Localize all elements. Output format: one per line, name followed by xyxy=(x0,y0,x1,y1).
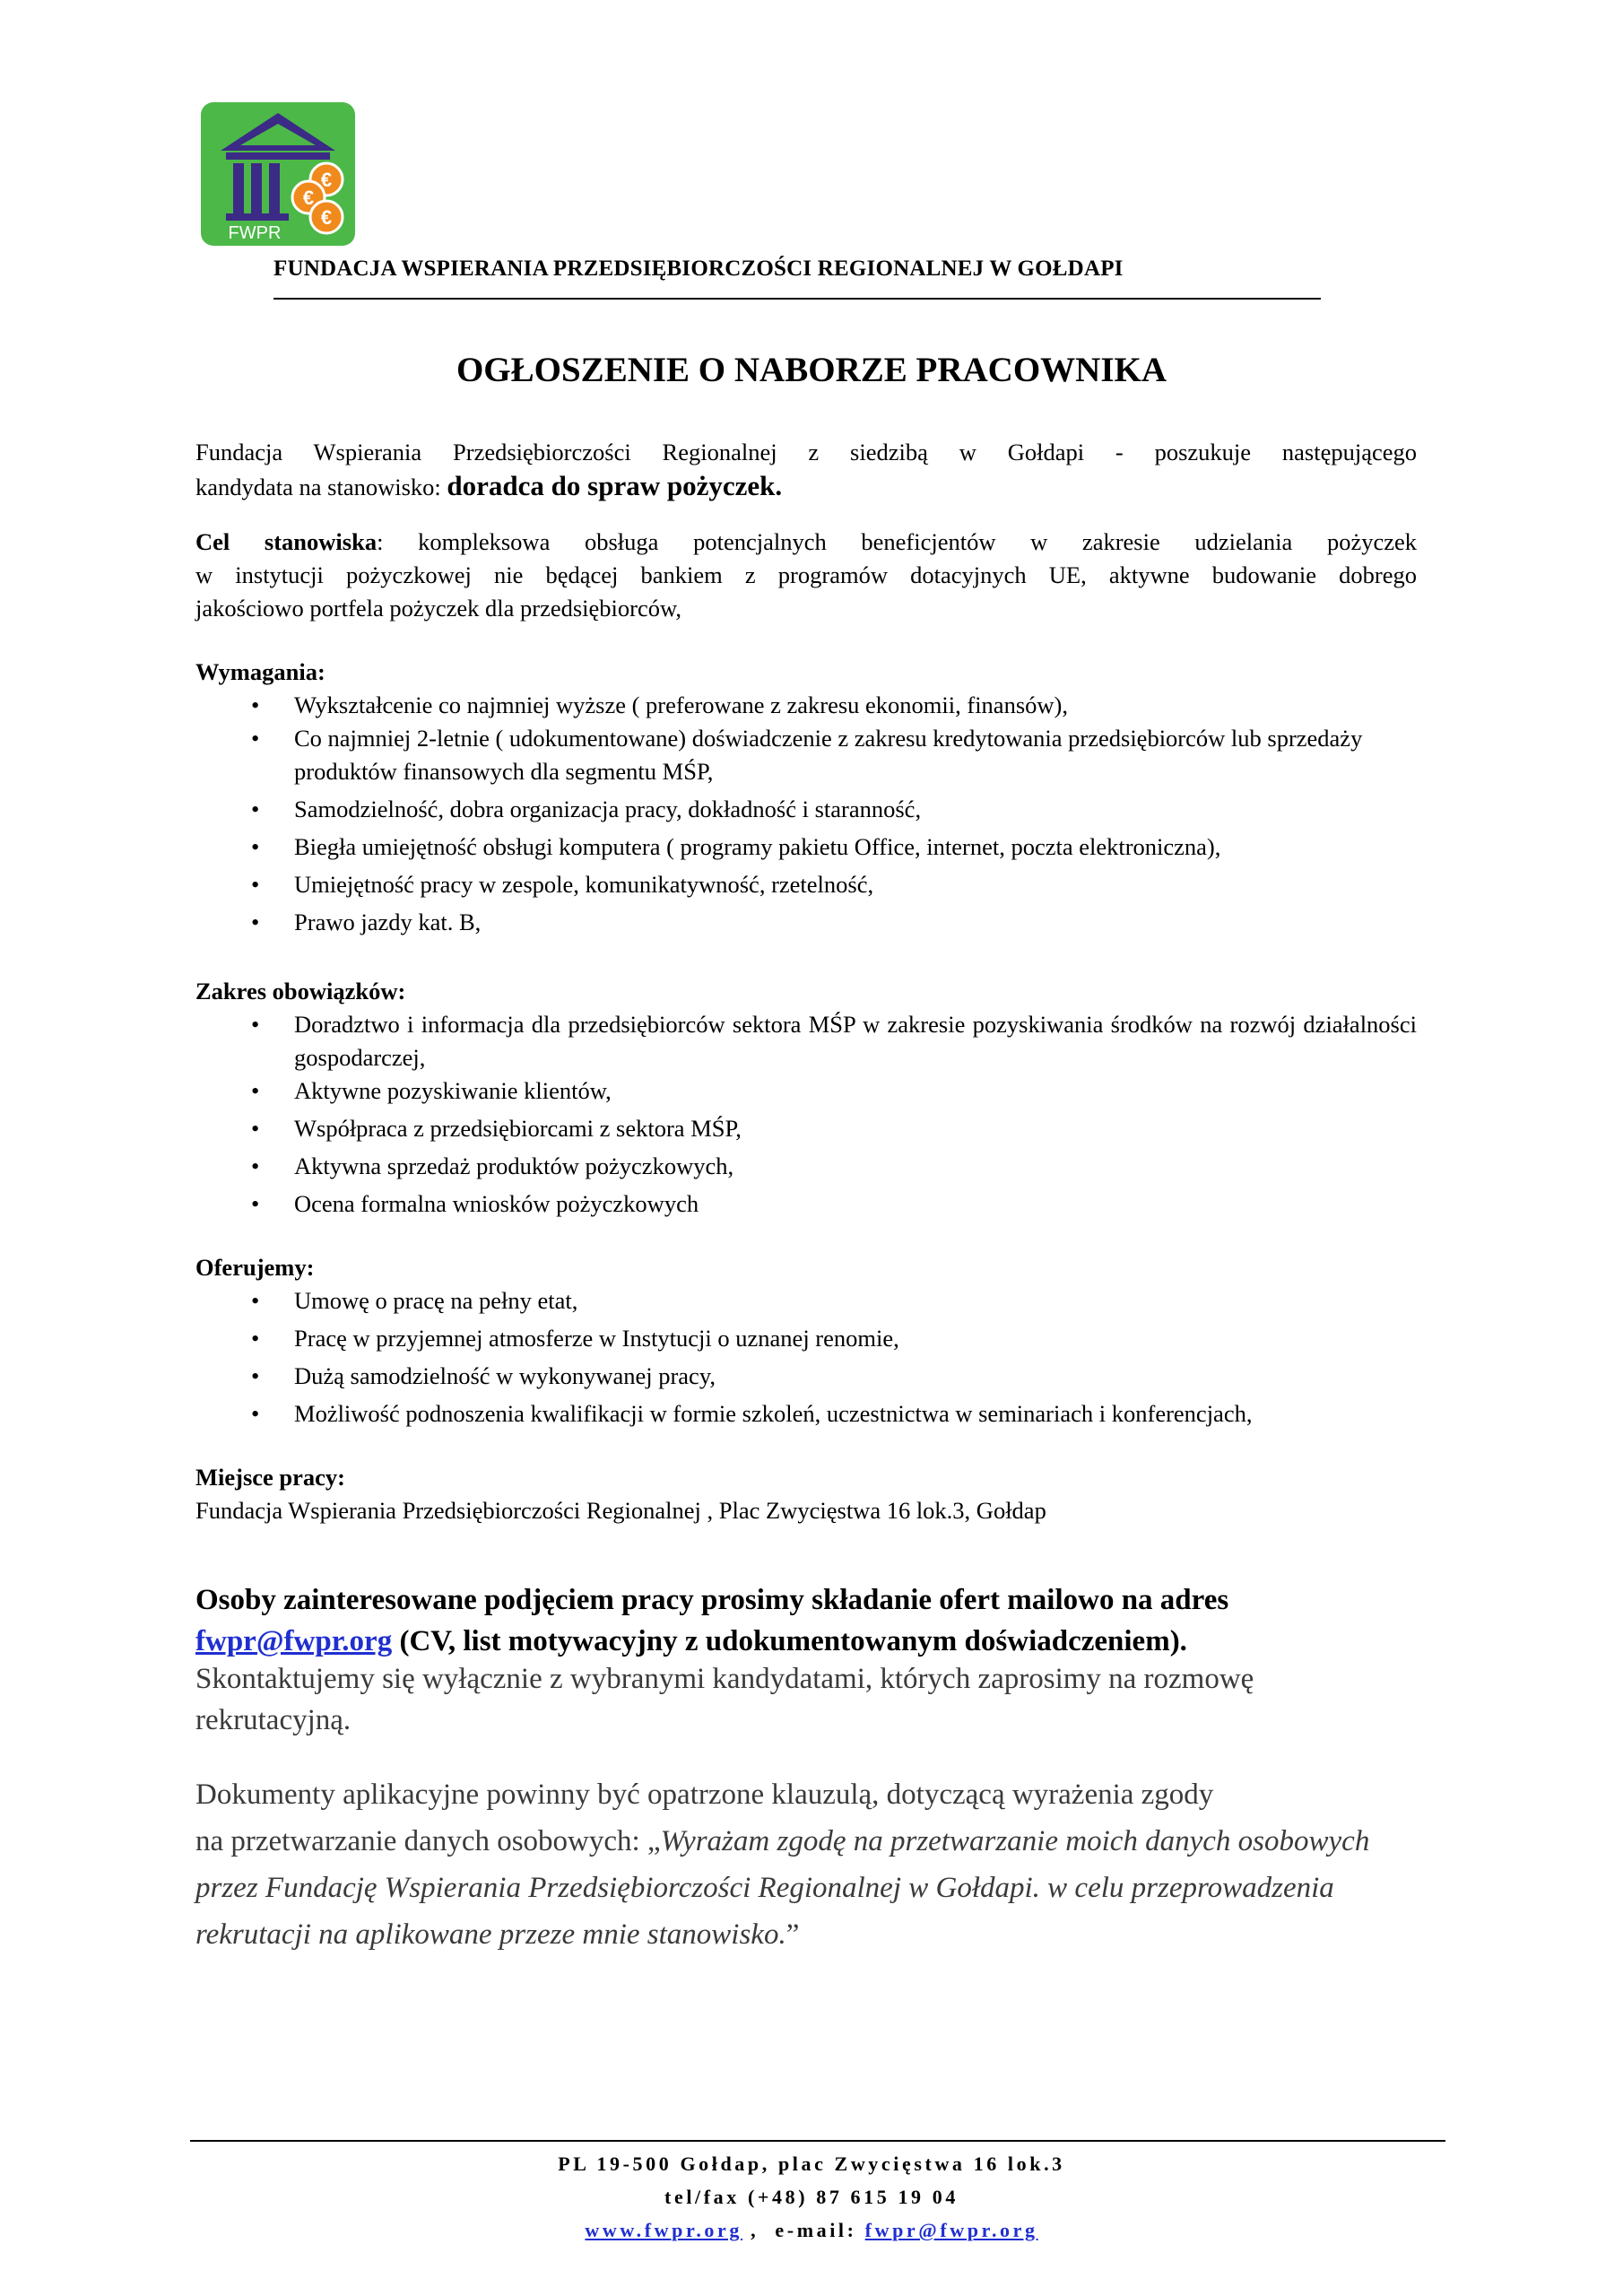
svg-text:€: € xyxy=(320,169,333,191)
apply-line-2-rest: (CV, list motywacyjny z udokumentowanym doświadczeniem). xyxy=(392,1625,1187,1657)
intro-line-2 xyxy=(195,469,1417,504)
list-item: • Umowę o pracę na pełny etat, xyxy=(251,1287,578,1314)
list-item: • Umiejętność pracy w zespole, komunikatywność, rzetelność, xyxy=(251,871,874,898)
goal-line-3: jakościowo portfela pożyczek dla przedsiębiorców, xyxy=(195,595,682,622)
duties-section xyxy=(195,975,1417,1221)
fwpr-logo xyxy=(199,100,357,248)
announcement-body xyxy=(195,436,1417,1958)
requirements-list xyxy=(195,689,1417,939)
list-item: • Samodzielność, dobra organizacja pracy, dokładność i staranność, xyxy=(251,796,922,822)
duties-list xyxy=(195,1008,1417,1221)
apply-line-1: Osoby zainteresowane podjęciem pracy prosimy składanie ofert mailowo na adres xyxy=(195,1584,1229,1616)
logo-text: FWPR xyxy=(228,223,282,243)
list-item: • Ocena formalna wniosków pożyczkowych xyxy=(251,1190,699,1217)
consent-prefix: na przetwarzanie danych osobowych: „ xyxy=(195,1825,661,1857)
consent-close-quote: ” xyxy=(785,1918,800,1951)
footer-contact xyxy=(0,2219,1623,2242)
contact-note: Skontaktujemy się wyłącznie z wybranymi kandydatami, których zaprosimy na rozmowę rekrutacyjną. xyxy=(195,1663,1254,1736)
svg-text:€: € xyxy=(302,187,315,209)
goal-line-2: w instytucji pożyczkowej nie będącej bankiem z programów dotacyjnych UE, aktywne budowanie dobrego xyxy=(195,561,1417,588)
duties-heading: Zakres obowiązków: xyxy=(195,978,406,1004)
requirements-heading: Wymagania: xyxy=(195,658,325,685)
page-title: OGŁOSZENIE O NABORZE PRACOWNIKA xyxy=(456,351,1167,389)
list-item: • Co najmniej 2-letnie ( udokumentowane) doświadczenie z zakresu kredytowania przedsiębiorców lub sprzedaży produktów finansowych dla segmentu MŚP, xyxy=(251,725,1363,785)
offer-heading: Oferujemy: xyxy=(195,1254,315,1281)
organization-name: FUNDACJA WSPIERANIA PRZEDSIĘBIORCZOŚCI REGIONALNEJ W GOŁDAPI xyxy=(273,257,1124,281)
list-item: • Wykształcenie co najmniej wyższe ( preferowane z zakresu ekonomii, finansów), xyxy=(251,691,1068,718)
consent-quote: Wyrażam zgodę na przetwarzanie moich danych osobowych przez Fundację Wspierania Przedsiębiorczości Regionalnej w Gołdapi. w celu przeprowadzenia rekrutacji na aplikowane przeze mnie stanowisko. xyxy=(195,1825,1370,1951)
intro-prefix: kandydata na stanowisko: xyxy=(195,474,447,500)
workplace-section xyxy=(195,1461,1417,1527)
list-item: • Aktywne pozyskiwanie klientów, xyxy=(251,1077,612,1104)
list-item: • Doradztwo i informacja dla przedsiębiorców sektora MŚP w zakresie pozyskiwania środków na rozwój działalności gospodarczej, xyxy=(251,1011,1417,1071)
workplace-address: Fundacja Wspierania Przedsiębiorczości Regionalnej , Plac Zwycięstwa 16 lok.3, Gołdap xyxy=(195,1497,1046,1524)
offer-section xyxy=(195,1251,1417,1431)
footer-website-link[interactable]: www.fwpr.org xyxy=(585,2219,742,2241)
footer-address: PL 19-500 Gołdap, plac Zwycięstwa 16 lok.3 xyxy=(558,2152,1065,2175)
goal-line-1 xyxy=(195,526,1417,559)
list-item: • Możliwość podnoszenia kwalifikacji w formie szkoleń, uczestnictwa w seminariach i konferencjach, xyxy=(251,1400,1253,1427)
list-item: • Dużą samodzielność w wykonywanej pracy, xyxy=(251,1362,716,1389)
list-item: • Aktywna sprzedaż produktów pożyczkowych, xyxy=(251,1152,734,1179)
footer-phone: tel/fax (+48) 87 615 19 04 xyxy=(664,2186,959,2208)
apply-line-2 xyxy=(195,1621,1417,1662)
goal-section xyxy=(195,526,1417,625)
goal-label: Cel stanowiska xyxy=(195,528,378,555)
offer-list xyxy=(195,1284,1417,1431)
list-item: • Współpraca z przedsiębiorcami z sektora MŚP, xyxy=(251,1115,742,1142)
position-name: doradca do spraw pożyczek. xyxy=(447,470,783,501)
goal-text-1: : kompleksowa obsługa potencjalnych beneficjentów w zakresie udzielania pożyczek xyxy=(377,528,1417,555)
svg-text:€: € xyxy=(320,206,333,229)
footer-email-link[interactable]: fwpr@fwpr.org xyxy=(864,2219,1038,2241)
workplace-heading: Miejsce pracy: xyxy=(195,1464,346,1491)
apply-section xyxy=(195,1579,1417,1741)
list-item: • Prawo jazdy kat. B, xyxy=(251,909,482,935)
consent-line-1: Dokumenty aplikacyjne powinny być opatrzone klauzulą, dotyczącą wyrażenia zgody xyxy=(195,1779,1214,1811)
apply-email-link[interactable]: fwpr@fwpr.org xyxy=(195,1625,393,1657)
list-item: • Pracę w przyjemnej atmosferze w Instytucji o uznanej renomie, xyxy=(251,1325,899,1352)
consent-line-2 xyxy=(195,1818,1415,1958)
intro-line-1: Fundacja Wspierania Przedsiębiorczości Regionalnej z siedzibą w Gołdapi - poszukuje następującego xyxy=(195,439,1417,465)
requirements-section xyxy=(195,656,1417,939)
footer-divider xyxy=(190,2140,1445,2142)
list-item: • Biegła umiejętność obsługi komputera ( programy pakietu Office, internet, poczta elektroniczna), xyxy=(251,833,1221,860)
consent-section xyxy=(195,1771,1415,1958)
footer-separator: , e-mail: xyxy=(742,2219,865,2241)
header-divider xyxy=(273,298,1321,300)
